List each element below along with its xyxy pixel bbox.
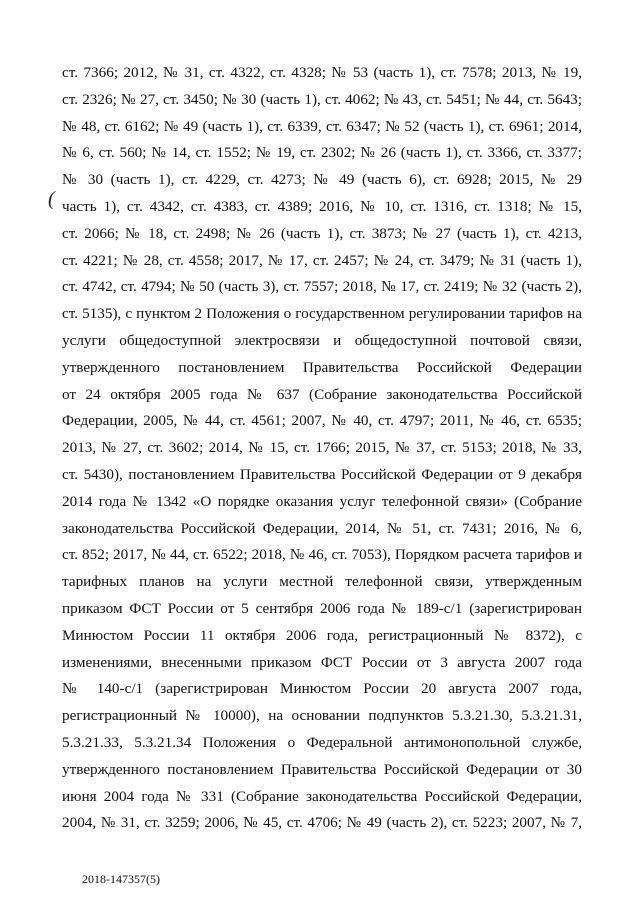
body-line-16: ст. 5430), постановлением Правительства Российской Федерации от 9 декабря	[62, 465, 582, 483]
body-line-7: ст. 2066; № 18, ст. 2498; № 26 (часть 1), ст. 3873; № 27 (часть 1), ст. 4213,	[62, 224, 582, 242]
body-line-19: ст. 852; 2017, № 44, ст. 6522; 2018, № 46, ст. 7053), Порядком расчета тарифов и	[62, 546, 582, 564]
document-footer-id: 2018-147357(5)	[82, 872, 160, 886]
body-line-25: регистрационный № 10000), на основании подпунктов 5.3.21.30, 5.3.21.31,	[62, 707, 582, 725]
body-line-3: № 48, ст. 6162; № 49 (часть 1), ст. 6339, ст. 6347; № 52 (часть 1), ст. 6961; 2014,	[62, 117, 582, 135]
body-line-8: ст. 4221; № 28, ст. 4558; 2017, № 17, ст. 2457; № 24, ст. 3479; № 31 (часть 1),	[62, 251, 582, 269]
body-line-20: тарифных планов на услуги местной телефонной связи, утвержденным	[62, 573, 582, 591]
body-line-9: ст. 4742, ст. 4794; № 50 (часть 3), ст. 7557; 2018, № 17, ст. 2419; № 32 (часть 2),	[62, 278, 582, 296]
body-line-2: ст. 2326; № 27, ст. 3450; № 30 (часть 1), ст. 4062; № 43, ст. 5451; № 44, ст. 5643;	[62, 90, 582, 108]
body-line-18: законодательства Российской Федерации, 2014, № 51, ст. 7431; 2016, № 6,	[62, 519, 582, 537]
body-line-14: Федерации, 2005, № 44, ст. 4561; 2007, № 40, ст. 4797; 2011, № 46, ст. 6535;	[62, 412, 582, 430]
body-line-26: 5.3.21.33, 5.3.21.34 Положения о Федеральной антимонопольной службе,	[62, 733, 582, 751]
body-line-5: № 30 (часть 1), ст. 4229, ст. 4273; № 49 (часть 6), ст. 6928; 2015, № 29	[62, 171, 582, 189]
body-line-6: часть 1), ст. 4342, ст. 4383, ст. 4389; 2016, № 10, ст. 1316, ст. 1318; № 15,	[62, 197, 582, 215]
body-line-29: 2004, № 31, ст. 3259; 2006, № 45, ст. 4706; № 49 (часть 2), ст. 5223; 2007, № 7,	[62, 814, 582, 832]
body-line-1: ст. 7366; 2012, № 31, ст. 4322, ст. 4328; № 53 (часть 1), ст. 7578; 2013, № 19,	[62, 64, 582, 81]
body-line-22: Минюстом России 11 октября 2006 года, регистрационный № 8372), с	[62, 626, 582, 644]
document-body	[62, 60, 582, 837]
body-line-4: № 6, ст. 560; № 14, ст. 1552; № 19, ст. 2302; № 26 (часть 1), ст. 3366, ст. 3377;	[62, 144, 582, 162]
body-line-13: от 24 октября 2005 года № 637 (Собрание законодательства Российской	[62, 385, 582, 403]
body-line-12: утвержденного постановлением Правительства Российской Федерации	[62, 358, 582, 376]
body-line-24: № 140-с/1 (зарегистрирован Минюстом России 20 августа 2007 года,	[62, 680, 582, 698]
handwritten-margin-mark: (	[48, 188, 55, 210]
body-line-23: изменениями, внесенными приказом ФСТ России от 3 августа 2007 года	[62, 653, 582, 671]
body-line-28: июня 2004 года № 331 (Собрание законодательства Российской Федерации,	[62, 787, 582, 805]
body-line-15: 2013, № 27, ст. 3602; 2014, № 15, ст. 1766; 2015, № 37, ст. 5153; 2018, № 33,	[62, 439, 582, 457]
body-line-17: 2014 года № 1342 «О порядке оказания услуг телефонной связи» (Собрание	[62, 492, 582, 510]
body-line-27: утвержденного постановлением Правительства Российской Федерации от 30	[62, 760, 582, 778]
body-line-10: ст. 5135), с пунктом 2 Положения о государственном регулировании тарифов на	[62, 305, 582, 323]
body-line-11: услуги общедоступной электросвязи и общедоступной почтовой связи,	[62, 331, 582, 349]
body-line-21: приказом ФСТ России от 5 сентября 2006 года № 189-с/1 (зарегистрирован	[62, 599, 582, 617]
